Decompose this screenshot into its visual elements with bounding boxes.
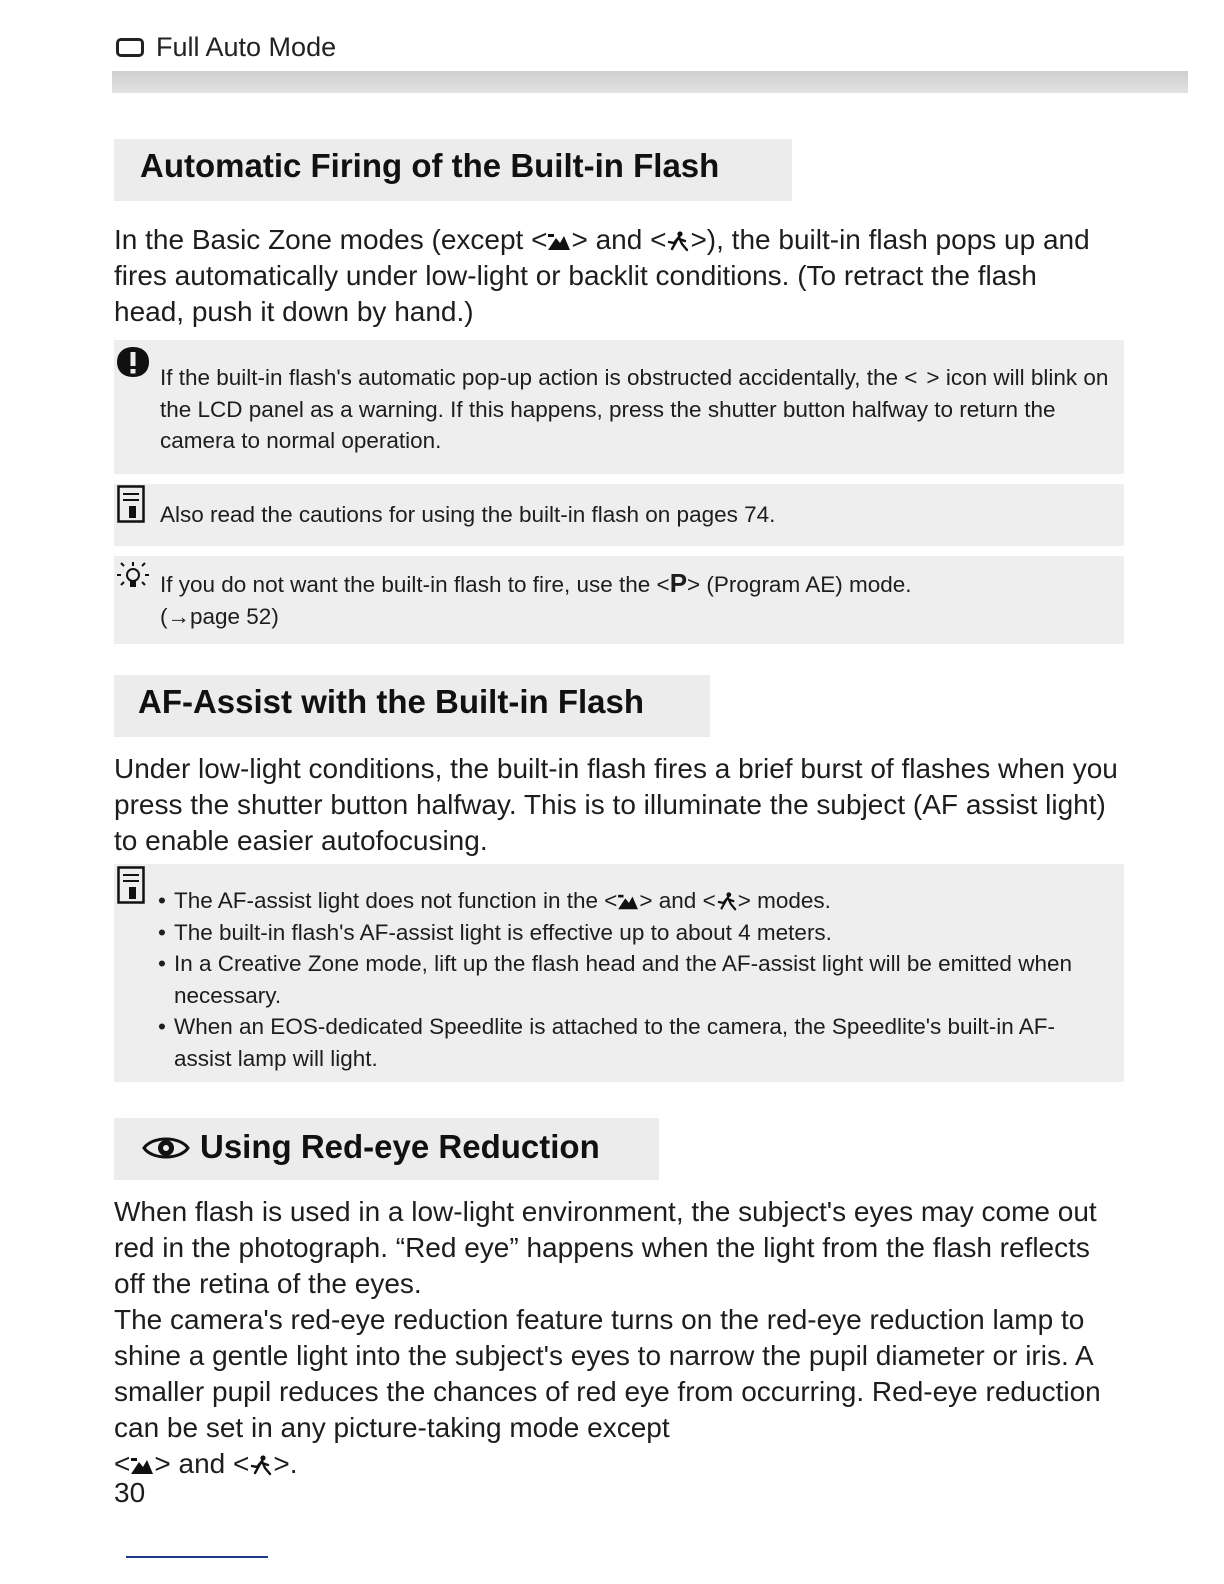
sports-mode-icon <box>666 231 690 253</box>
landscape-mode-icon <box>547 232 571 252</box>
note-memo-icon <box>117 866 145 904</box>
list-item: • When an EOS-dedicated Speedlite is attached to the camera, the Speedlite's built-in AF-assist lamp will light. <box>158 1011 1098 1074</box>
section-title-red-eye: Using Red-eye Reduction <box>200 1128 600 1165</box>
mode-header <box>116 32 336 63</box>
page-number: 30 <box>114 1477 146 1508</box>
section3-paragraph-2: The camera's red-eye reduction feature turns on the red-eye reduction lamp to shine a gentle light into the subject's eyes to narrow the pupil diameter or iris. A smaller pupil reduces the chances of red eye from occurring. Red-eye reduction can be set in any picture-taking mode except < > and < >. <box>114 1304 1101 1479</box>
section-title-automatic-firing: Automatic Firing of the Built-in Flash <box>140 147 720 184</box>
mode-label: Full Auto Mode <box>156 32 337 62</box>
list-item: • The built-in flash's AF-assist light is effective up to about 4 meters. <box>158 917 1098 949</box>
program-mode-letter: P <box>669 568 688 598</box>
tip-lightbulb-icon <box>115 560 151 594</box>
tip-page-reference: (→page 52) <box>160 603 279 629</box>
list-item: • The AF-assist light does not function in the < > and < > modes. <box>158 885 1098 917</box>
section3-paragraph-1: When flash is used in a low-light environment, the subject's eyes may come out red in the photograph. “Red eye” happens when the light from the flash reflects off the retina of the eyes. <box>114 1196 1097 1299</box>
tip-text: If you do not want the built-in flash to fire, use the <P> (Program AE) mode. (→page 52) <box>160 568 912 629</box>
footer-rule <box>126 1556 268 1558</box>
landscape-mode-icon <box>130 1456 154 1476</box>
section-title-af-assist: AF-Assist with the Built-in Flash <box>138 683 645 720</box>
af-notes-list <box>158 885 1098 1074</box>
section2-paragraph: Under low-light conditions, the built-in flash fires a brief burst of flashes when you press the shutter button halfway. This is to illuminate the subject (AF assist light) to enable easier autofocusing. <box>114 753 1118 856</box>
sports-mode-icon <box>249 1455 273 1477</box>
note-memo-icon <box>117 485 145 523</box>
section1-paragraph: In the Basic Zone modes (except < > and < >), the built-in flash pops up and fires automatically under low-light or backlit conditions. (To retract the flash head, push it down by hand.) <box>114 224 1090 327</box>
caution-icon <box>116 346 150 378</box>
red-eye-icon <box>142 1131 190 1165</box>
header-bar <box>112 71 1188 93</box>
landscape-mode-icon <box>617 893 639 911</box>
full-auto-mode-icon <box>116 38 144 57</box>
list-item: • In a Creative Zone mode, lift up the flash head and the AF-assist light will be emitted when necessary. <box>158 948 1098 1011</box>
sports-mode-icon <box>716 892 738 912</box>
note-text: Also read the cautions for using the built-in flash on pages 74. <box>160 502 776 527</box>
caution-text: If the built-in flash's automatic pop-up action is obstructed accidentally, the < > icon will blink on the LCD panel as a warning. If this happens, press the shutter button halfway to return the camera to normal operation. <box>160 365 1109 453</box>
